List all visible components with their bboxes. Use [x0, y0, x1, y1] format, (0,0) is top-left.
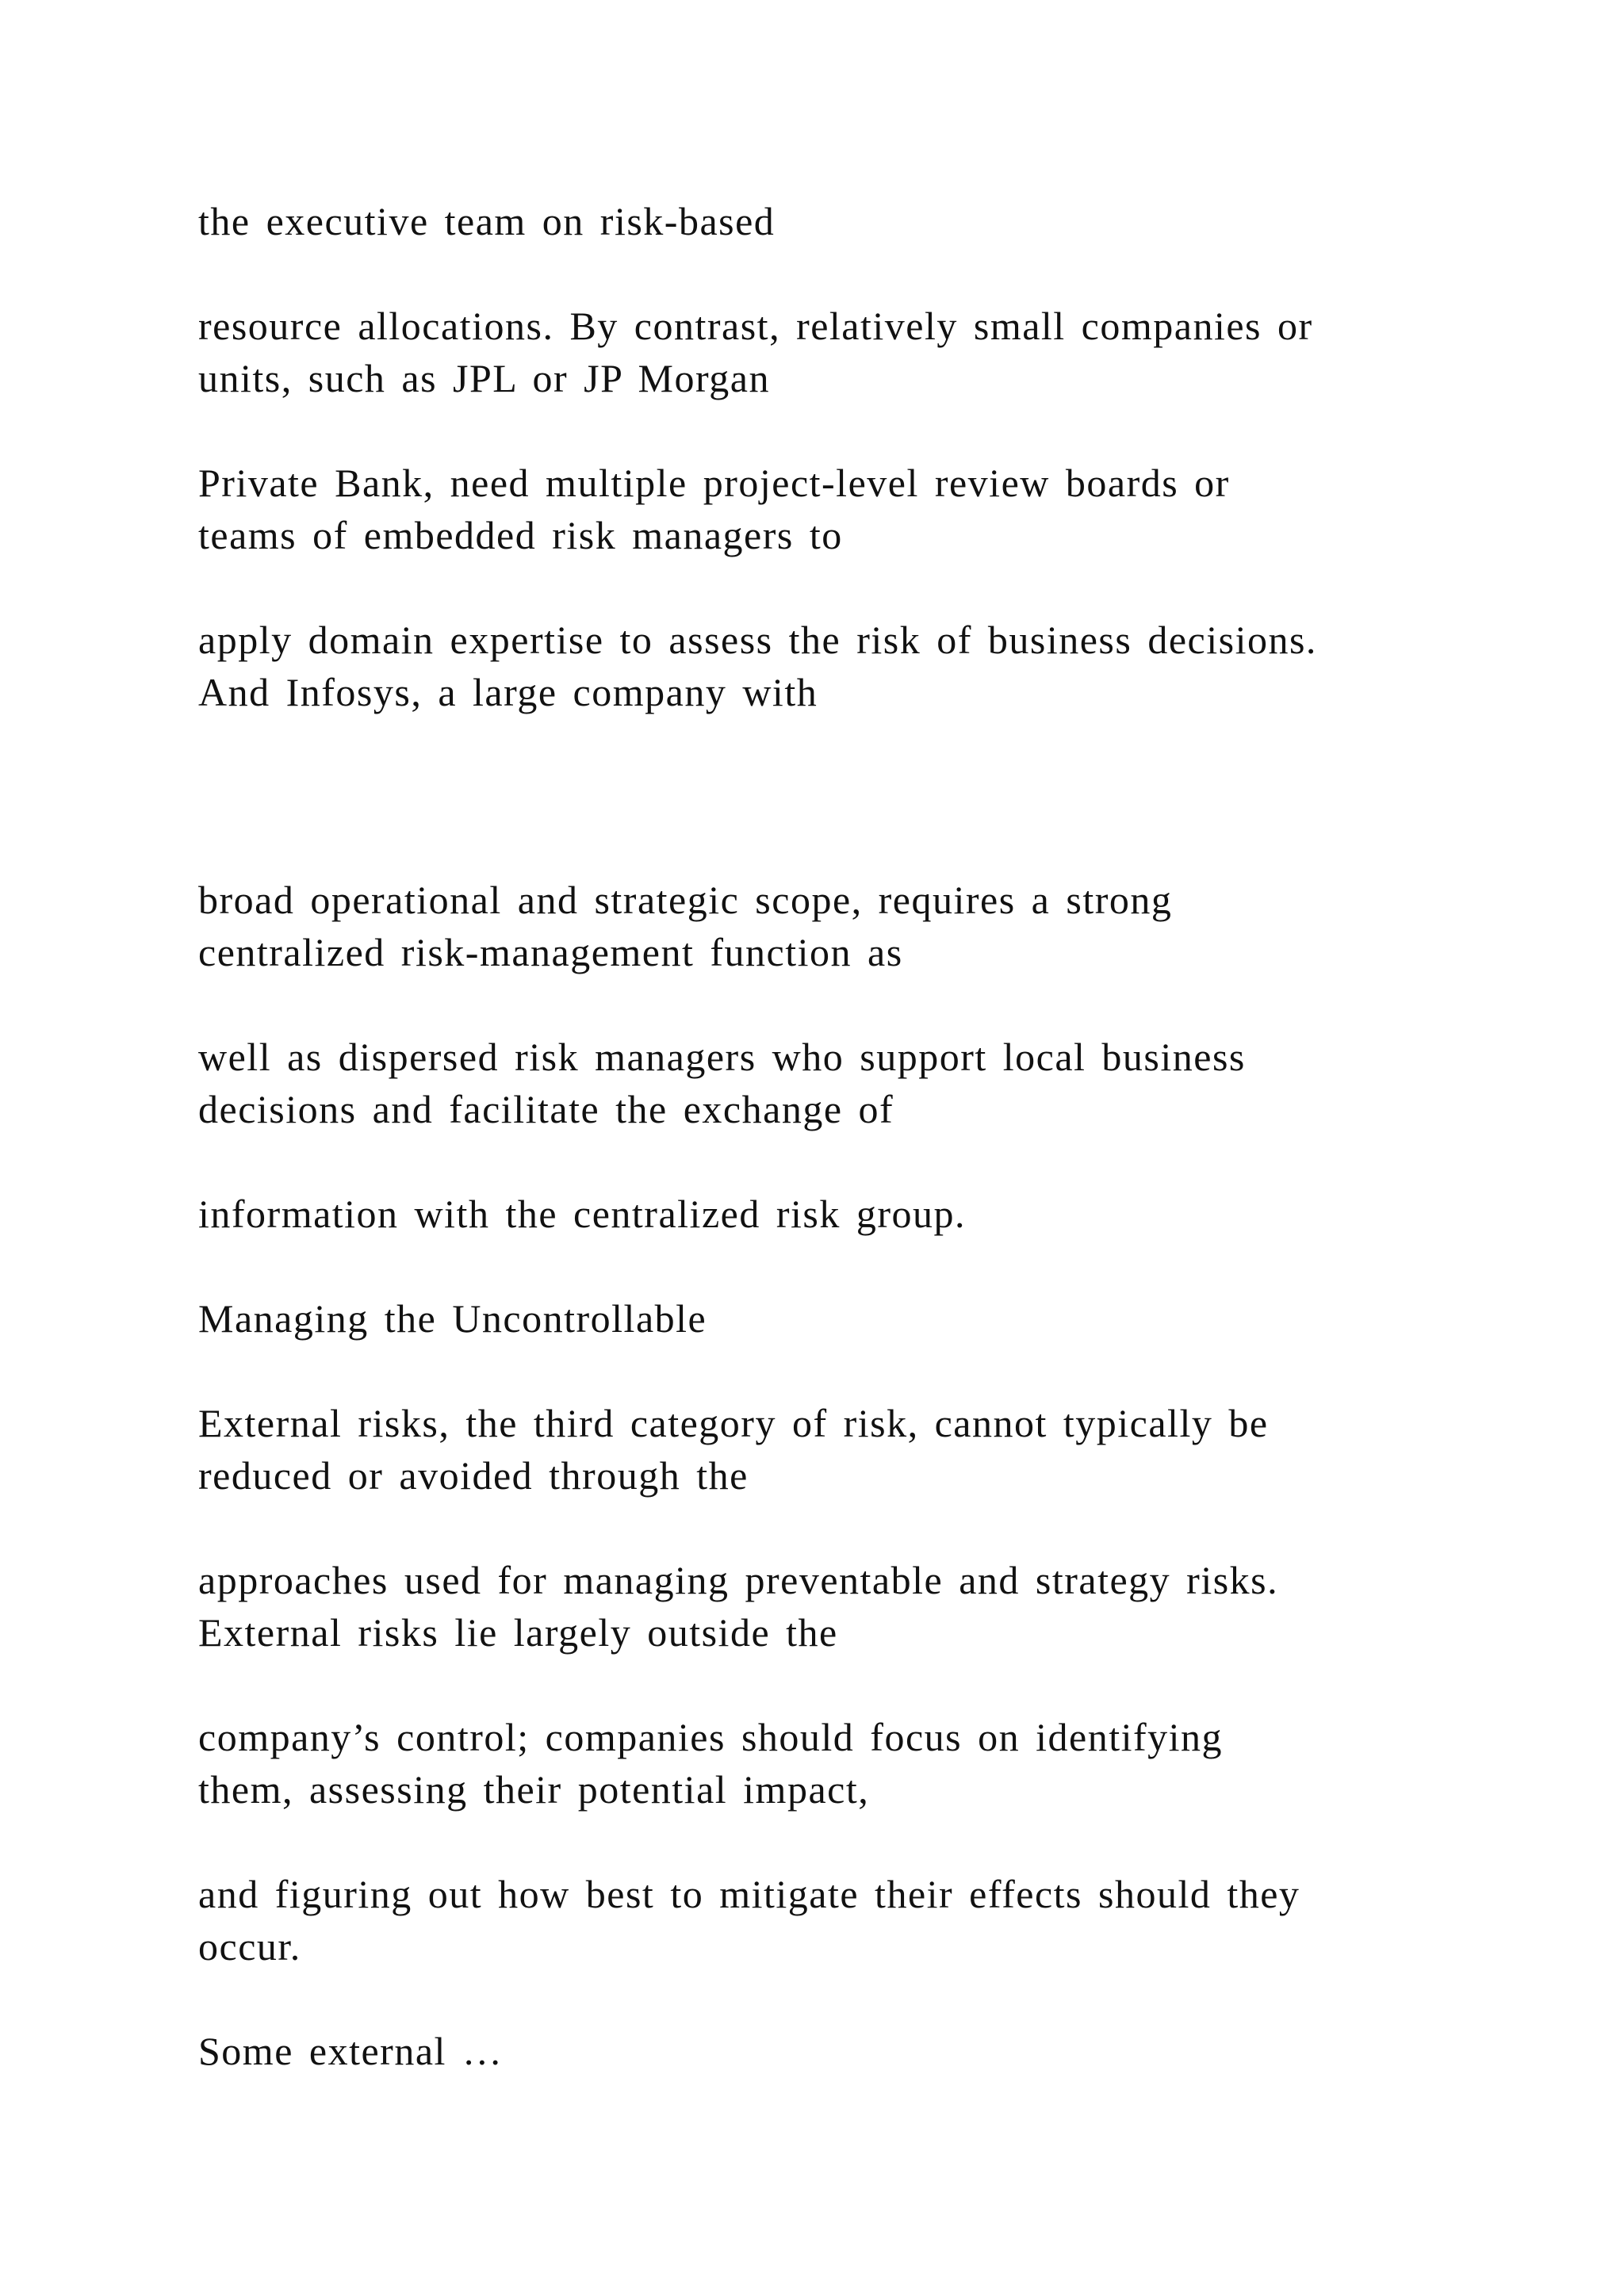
paragraph-11: and figuring out how best to mitigate their effects should they occur. [198, 1872, 1300, 1969]
paragraph-1: the executive team on risk-based [198, 199, 776, 243]
paragraph-3: Private Bank, need multiple project-level review boards or teams of embedded risk managers to [198, 461, 1230, 557]
paragraph-8: External risks, the third category of risk, cannot typically be reduced or avoided through the [198, 1401, 1269, 1498]
paragraph-4: apply domain expertise to assess the risk of business decisions. And Infosys, a large company with [198, 618, 1317, 714]
paragraph-10: company’s control; companies should focus on identifying them, assessing their potential impact, [198, 1715, 1224, 1812]
section-heading: Managing the Uncontrollable [198, 1296, 707, 1341]
paragraph-2: resource allocations. By contrast, relatively small companies or units, such as JPL or JP Morgan [198, 304, 1313, 400]
paragraph-6: well as dispersed risk managers who support local business decisions and facilitate the exchange of [198, 1035, 1246, 1131]
paragraph-9: approaches used for managing preventable and strategy risks. External risks lie largely outside the [198, 1558, 1279, 1655]
paragraph-7: information with the centralized risk group. [198, 1192, 966, 1236]
paragraph-5: broad operational and strategic scope, requires a strong centralized risk-management function as [198, 878, 1173, 974]
paragraph-12: Some external … [198, 2029, 504, 2073]
